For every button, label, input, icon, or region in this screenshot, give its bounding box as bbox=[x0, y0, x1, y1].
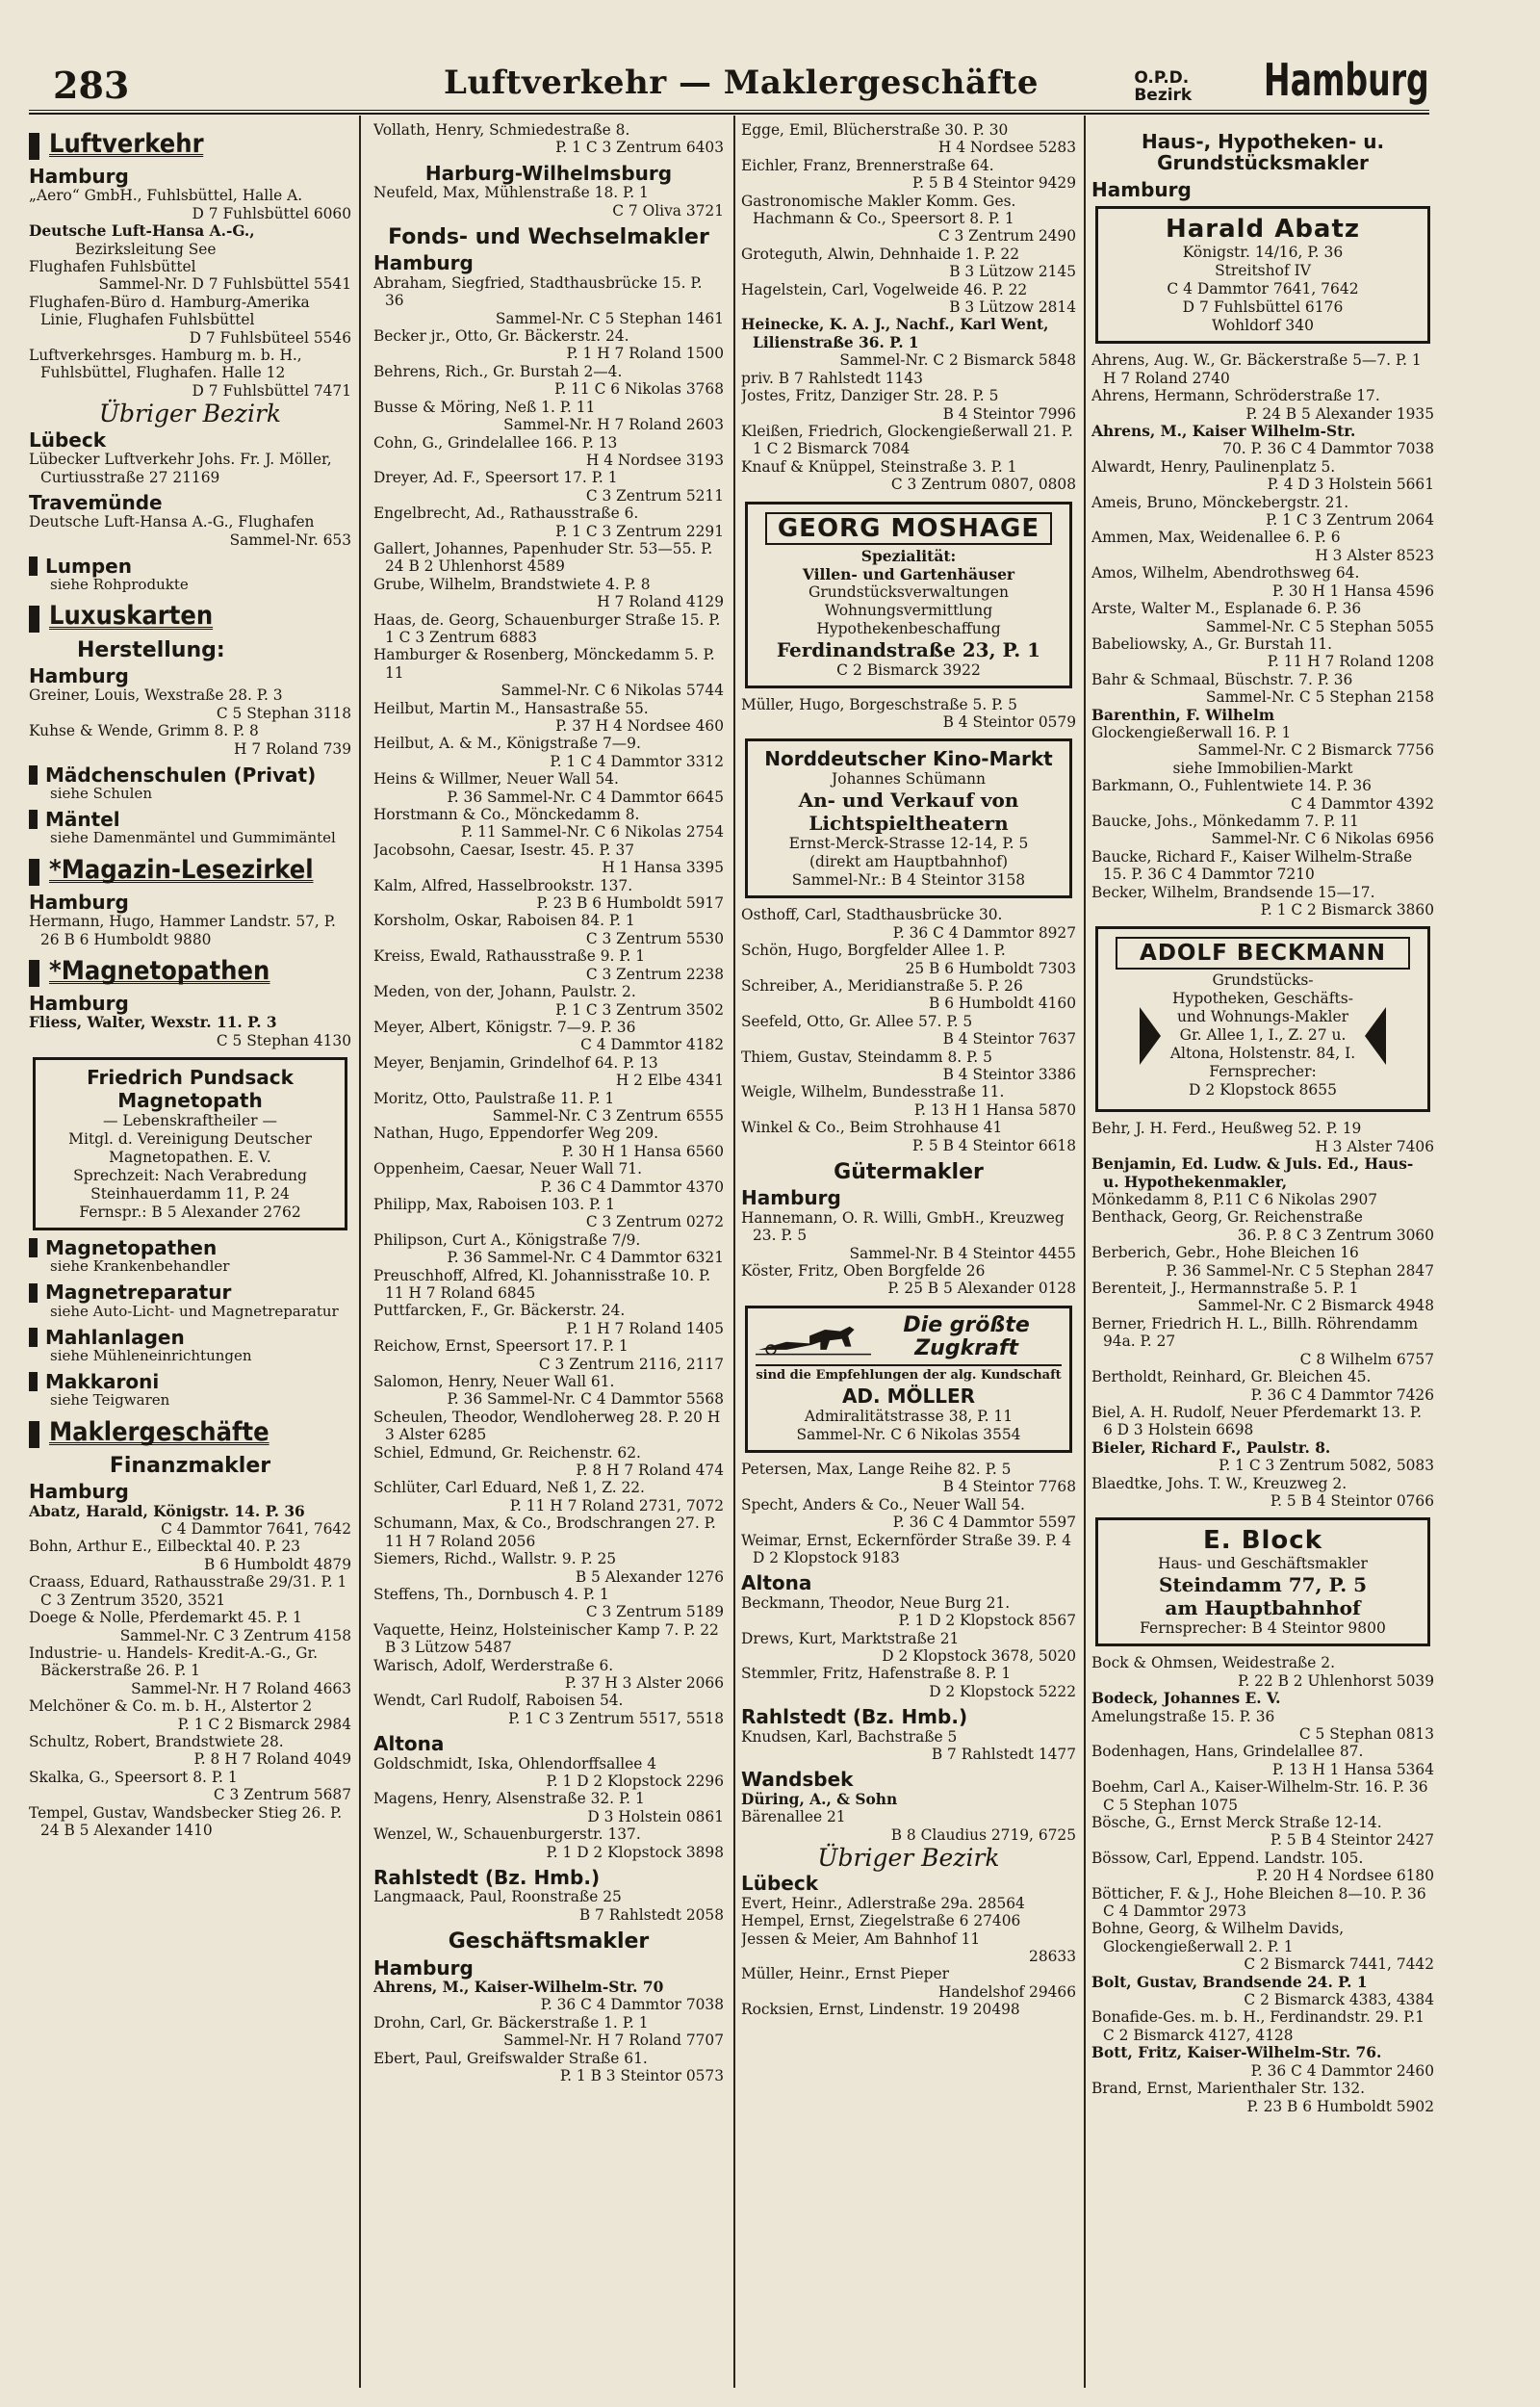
list-item: Köster, Fritz, Oben Borgfelde 26 bbox=[741, 1262, 986, 1281]
list-item: Baucke, Johs., Mönkedamm 7. P. 11 bbox=[1091, 812, 1359, 830]
city-heading: Wandsbek bbox=[741, 1768, 854, 1792]
list-item: Ahrens, M., Kaiser-Wilhelm-Str. 70 bbox=[373, 1979, 664, 1997]
section-heading: Makkaroni bbox=[29, 1372, 351, 1391]
list-item: Düring, A., & Sohn bbox=[741, 1790, 898, 1808]
list-item: Meyer, Albert, Königstr. 7—9. P. 36 bbox=[373, 1018, 636, 1036]
section-heading: Magnetreparatur bbox=[29, 1283, 351, 1303]
list-item: Skalka, G., Speersort 8. P. 1 bbox=[29, 1768, 238, 1786]
list-item: Barkmann, O., Fuhlentwiete 14. P. 36 bbox=[1091, 777, 1372, 795]
list-item: Hempel, Ernst, Ziegelstraße 6 27406 bbox=[741, 1912, 1021, 1930]
list-item: Jacobsohn, Caesar, Isestr. 45. P. 37 bbox=[373, 841, 635, 859]
list-item: Ahrens, Hermann, Schröderstraße 17. bbox=[1091, 387, 1380, 405]
subsection-heading: Gütermakler bbox=[834, 1160, 984, 1185]
list-item: Meden, von der, Johann, Paulstr. 2. bbox=[373, 983, 636, 1001]
list-item: Bock & Ohmsen, Weidestraße 2. bbox=[1091, 1654, 1335, 1672]
list-item: Magens, Henry, Alsenstraße 32. P. 1 bbox=[373, 1790, 645, 1808]
list-item: Scheulen, Theodor, Wendloherweg 28. P. 20 H 3 Alster 6285 bbox=[373, 1408, 721, 1444]
list-item: Osthoff, Carl, Stadthausbrücke 30. bbox=[741, 906, 1003, 924]
subsection-heading: Finanzmakler bbox=[109, 1453, 271, 1478]
list-item: Drews, Kurt, Marktstraße 21 bbox=[741, 1629, 960, 1647]
list-item: Abraham, Siegfried, Stadthausbrücke 15. P. 36 bbox=[373, 273, 703, 310]
subsection-heading: Herstellung: bbox=[77, 637, 225, 662]
list-item: Berner, Friedrich H. L., Billh. Röhrendamm 94a. P. 27 bbox=[1091, 1314, 1419, 1351]
cross-reference: siehe Krankenbehandler bbox=[50, 1257, 230, 1276]
list-item: Eichler, Franz, Brennerstraße 64. bbox=[741, 156, 994, 174]
list-item: Baucke, Richard F., Kaiser Wilhelm-Straße 15. P. 36 C 4 Dammtor 7210 bbox=[1091, 847, 1413, 884]
list-item: Bolt, Gustav, Brandsende 24. P. 1 bbox=[1091, 1973, 1368, 1991]
list-item: Deutsche Luft-Hansa A.-G., bbox=[29, 222, 255, 241]
city-heading: Lübeck bbox=[741, 1872, 819, 1896]
list-item: Preuschhoff, Alfred, Kl. Johannisstraße 10. P. 11 H 7 Roland 6845 bbox=[373, 1266, 711, 1302]
cross-reference: siehe Teigwaren bbox=[50, 1391, 170, 1410]
region-heading: Übriger Bezirk bbox=[817, 1844, 1000, 1872]
cross-reference: siehe Schulen bbox=[50, 784, 153, 802]
list-item: Steffens, Th., Dornbusch 4. P. 1 bbox=[373, 1585, 609, 1603]
city-heading: Hamburg bbox=[29, 663, 129, 687]
list-item: Gastronomische Makler Komm. Ges. Hachmann & Co., Speersort 8. P. 1 bbox=[741, 192, 1016, 228]
list-item: Hermann, Hugo, Hammer Landstr. 57, P. 26 B 6 Humboldt 9880 bbox=[29, 913, 336, 948]
list-item: Benthack, Georg, Gr. Reichenstraße bbox=[1091, 1208, 1363, 1227]
list-item: Barenthin, F. Wilhelm bbox=[1091, 706, 1275, 724]
list-item: Knudsen, Karl, Bachstraße 5 bbox=[741, 1727, 958, 1746]
column-divider bbox=[359, 116, 361, 2388]
list-item: Vollath, Henry, Schmiedestraße 8. bbox=[373, 121, 630, 139]
section-heading: Mahlanlagen bbox=[29, 1328, 351, 1347]
list-item: Flughafen-Büro d. Hamburg-Amerika Linie, Flughafen Fuhlsbüttel bbox=[29, 293, 310, 329]
column-2: Vollath, Henry, Schmiedestraße 8. P. 1 C 3 Zentrum 6403 Harburg-Wilhelmsburg Neufeld, Max, Mühlenstraße 18. P. 1 C 7 Oliva 3721 Fonds- und Wechselmakler Hamburg Abraham, Siegfried, Stadthausbrücke 15. P. 36 Sammel-Nr. C 5 Stephan 1461 Becker jr., Otto, Gr. Bäckerstr. 24. P. 1 H 7 Roland 1500 Behrens, Rich., Gr. Burstah 2—4. P. 11 C 6 Nikolas 3768 Busse & Möring, Neß 1. P. 11 Sammel-Nr. H 7 Roland 2603 Cohn, G., Grindelallee 166. P. 13 H 4 Nordsee 3193 Dreyer, Ad. F., Speersort 17. P. 1 C 3 Zentrum 5211 Engelbrecht, Ad., Rathausstraße 6. P. 1 C 3 Zentrum 2291 Gallert, Johannes, Papenhuder Str. 53—55. P. 24 B 2 Uhlenhorst 4589 Grube, Wilhelm, Brandstwiete 4. P. 8 H 7 Roland 4129 Haas, de. Georg, Schauenburger Straße 15. P. 1 C 3 Zentrum 6883 Hamburger & Rosenberg, Mönckedamm 5. P. 11 Sammel-Nr. C 6 Nikolas 5744 Heilbut, Martin M., Hansastraße 55. P. 37 H 4 Nordsee 460 Heilbut, A. & M., Königstraße 7—9. P. 1 C 4 Dammtor 3312 Heins & Willmer, Neuer Wall 54. P. 36 Sammel-Nr. C 4 Dammtor 6645 Horstmann & Co., Mönckedamm 8. P. 11 Sammel-Nr. C 6 Nikolas 2754 Jacobsohn, Caesar, Isestr. 45. P. 37 H 1 Hansa 3395 Kalm, Alfred, Hasselbrookstr. 137. P. 23 B 6 Humboldt 5917 Korsholm, Oskar, Raboisen 84. P. 1 C 3 Zentrum 5530 Kreiss, Ewald, Rathausstraße 9. P. 1 C 3 Zentrum 2238 Meden, von der, Johann, Paulstr. 2. P. 1 C 3 Zentrum 3502 Meyer, Albert, Königstr. 7—9. P. 36 C 4 Dammtor 4182 Meyer, Benjamin, Grindelhof 64. P. 13 H 2 Elbe 4341 Moritz, Otto, Paulstraße 11. P. 1 Sammel-Nr. C 3 Zentrum 6555 Nathan, Hugo, Eppendorfer Weg 209. P. 30 H 1 Hansa 6560 Oppenheim, Caesar, Neuer Wall 71. P. 36 C 4 Dammtor 4370 Philipp, Max, Raboisen 103. P. 1 C 3 Zentrum 0272 Philipson, Curt A., Königstraße 7/9. P. 36 Sammel-Nr. C 4 Dammtor 6321 Preuschhoff, Alfred, Kl. Johannisstraße 10. P. 11 H 7 Roland 6845 Puttfarcken, F., Gr. Bäckerstr. 24. P. 1 H 7 Roland 1405 Reichow, Ernst, Speersort 17. P. 1 C 3 Zentrum 2116, 2117 Salomon, Henry, Neuer Wall 61. P. 36 Sammel-Nr. C 4 Dammtor 5568 Scheulen, Theodor, Wendloherweg 28. P. 20 H 3 Alster 6285 Schiel, Edmund, Gr. Reichenstr. 62. P. 8 H 7 Roland 474 Schlüter, Carl Eduard, Neß 1, Z. 22. P. 11 H 7 Roland 2731, 7072 Schumann, Max, & Co., Brodschrangen 27. P. 11 H 7 Roland 2056 Siemers, Richd., Wallstr. 9. P. 25 B 5 Alexander 1276 Steffens, Th., Dornbusch 4. P. 1 C 3 Zentrum 5189 Vaquette, Heinz, Holsteinischer Kamp 7. P. 22 B 3 Lützow 5487 Warisch, Adolf, Werderstraße 6. P. 37 H 3 Alster 2066 Wendt, Carl Rudolf, Raboisen 54. P. 1 C 3 Zentrum 5517, 5518 Altona Goldschmidt, Iska, Ohlendorffsallee 4 P. 1 D 2 Klopstock 2296 Magens, Henry, Alsenstraße 32. P. 1 D 3 Holstein 0861 Wenzel, W., Schauenburgerstr. 137. P. 1 D 2 Klopstock 3898 Rahlstedt (Bz. Hmb.) Langmaack, Paul, Roonstraße 25 B 7 Rahlstedt 2058 Geschäftsmakler Hamburg Ahrens, M., Kaiser-Wilhelm-Str. 70 P. 36 C 4 Dammtor 7038 Drohn, Carl, Gr. Bäckerstraße 1. P. 1 Sammel-Nr. H 7 Roland 7707 Ebert, Paul, Greifswalder Straße 61. P. 1 B 3 Steintor 0573 bbox=[373, 121, 724, 2085]
list-item: Wenzel, W., Schauenburgerstr. 137. bbox=[373, 1825, 641, 1844]
list-item: Stemmler, Fritz, Hafenstraße 8. P. 1 bbox=[741, 1665, 1012, 1683]
list-item: Behr, J. H. Ferd., Heußweg 52. P. 19 bbox=[1091, 1120, 1362, 1138]
advertisement-kino-markt: Norddeutscher Kino-Markt Johannes Schümann An- und Verkauf von Lichtspieltheatern Ernst-Merck-Strasse 12-14, P. 5 (direkt am Hauptbahnhof) Sammel-Nr.: B 4 Steintor 3158 bbox=[745, 738, 1072, 898]
list-item: Deutsche Luft-Hansa A.-G., Flughafen bbox=[29, 513, 315, 531]
section-heading: Luxuskarten bbox=[29, 606, 351, 633]
list-item: Hamburger & Rosenberg, Mönckedamm 5. P. 11 bbox=[373, 646, 715, 682]
list-item: Bieler, Richard F., Paulstr. 8. bbox=[1091, 1438, 1331, 1457]
list-item: Ahrens, M., Kaiser Wilhelm-Str. bbox=[1091, 423, 1356, 441]
list-item: Industrie- u. Handels- Kredit-A.-G., Gr. Bäckerstraße 26. P. 1 bbox=[29, 1643, 319, 1680]
list-item: Jostes, Fritz, Danziger Str. 28. P. 5 bbox=[741, 387, 999, 405]
list-item: Meyer, Benjamin, Grindelhof 64. P. 13 bbox=[373, 1053, 658, 1072]
column-divider bbox=[1084, 116, 1086, 2388]
list-item: Kleißen, Friedrich, Glockengießerwall 21. P. 1 C 2 Bismarck 7084 bbox=[741, 422, 1073, 458]
section-heading: Mäntel bbox=[29, 810, 351, 829]
city-heading: Altona bbox=[741, 1571, 812, 1595]
list-item: Philipp, Max, Raboisen 103. P. 1 bbox=[373, 1195, 615, 1213]
list-item: Bössow, Carl, Eppend. Landstr. 105. bbox=[1091, 1849, 1364, 1867]
list-item: Horstmann & Co., Mönckedamm 8. bbox=[373, 806, 640, 824]
list-item: Bohn, Arthur E., Eilbecktal 40. P. 23 bbox=[29, 1538, 300, 1556]
list-item: Beckmann, Theodor, Neue Burg 21. bbox=[741, 1593, 1011, 1612]
list-item: Behrens, Rich., Gr. Burstah 2—4. bbox=[373, 362, 623, 380]
list-item: Ahrens, Aug. W., Gr. Bäckerstraße 5—7. P. 1 H 7 Roland 2740 bbox=[1091, 351, 1422, 387]
list-item: Egge, Emil, Blücherstraße 30. P. 30 bbox=[741, 121, 1009, 139]
district-city: Hamburg bbox=[1264, 54, 1429, 106]
list-item: Hannemann, O. R. Willi, GmbH., Kreuzweg 23. P. 5 bbox=[741, 1208, 1065, 1245]
list-item: Busse & Möring, Neß 1. P. 11 bbox=[373, 398, 596, 416]
list-item: Philipson, Curt A., Königstraße 7/9. bbox=[373, 1230, 641, 1249]
list-item: Bott, Fritz, Kaiser-Wilhelm-Str. 76. bbox=[1091, 2044, 1382, 2062]
section-heading: Mädchenschulen (Privat) bbox=[29, 765, 351, 785]
city-heading: Hamburg bbox=[741, 1186, 841, 1210]
city-heading: Altona bbox=[373, 1732, 445, 1756]
list-item: Benjamin, Ed. Ludw. & Juls. Ed., Haus- u. Hypothekenmakler, bbox=[1091, 1155, 1414, 1191]
city-heading: Hamburg bbox=[373, 251, 474, 275]
list-item: Fliess, Walter, Wexstr. 11. P. 3 bbox=[29, 1014, 277, 1032]
list-item: Ebert, Paul, Greifswalder Straße 61. bbox=[373, 2049, 648, 2067]
advertisement-block: E. Block Haus- und Geschäftsmakler Steindamm 77, P. 5 am Hauptbahnhof Fernsprecher: B 4 Steintor 9800 bbox=[1095, 1517, 1430, 1646]
list-item: Grube, Wilhelm, Brandstwiete 4. P. 8 bbox=[373, 575, 651, 593]
list-item: Bösche, G., Ernst Merck Straße 12-14. bbox=[1091, 1814, 1382, 1831]
list-item: Melchöner & Co. m. b. H., Alstertor 2 bbox=[29, 1697, 313, 1716]
advertisement-moeller: Die größte Zugkraft sind die Empfehlungen der alg. Kundschaft AD. MÖLLER Admiralitätstrasse 38, P. 11 Sammel-Nr. C 6 Nikolas 3554 bbox=[745, 1306, 1072, 1453]
region-heading: Übriger Bezirk bbox=[98, 400, 282, 428]
list-item: Goldschmidt, Iska, Ohlendorffsallee 4 bbox=[373, 1754, 657, 1773]
list-item: Schön, Hugo, Borgfelder Allee 1. P. bbox=[741, 942, 1006, 960]
advertisement-pundsack: Friedrich Pundsack Magnetopath — Lebenskraftheiler — Mitgl. d. Vereinigung Deutscher Magnetopathen. E. V. Sprechzeit: Nach Verabredung Steinhauerdamm 11, P. 24 Fernspr.: B 5 Alexander 2762 bbox=[33, 1057, 347, 1230]
list-item: Heilbut, Martin M., Hansastraße 55. bbox=[373, 699, 649, 717]
list-item: Kreiss, Ewald, Rathausstraße 9. P. 1 bbox=[373, 947, 646, 966]
list-item: Gallert, Johannes, Papenhuder Str. 53—55. P. 24 B 2 Uhlenhorst 4589 bbox=[373, 539, 713, 576]
list-item: Doege & Nolle, Pferdemarkt 45. P. 1 bbox=[29, 1609, 302, 1627]
cross-reference: siehe Rohprodukte bbox=[50, 576, 189, 594]
list-item: Heinecke, K. A. J., Nachf., Karl Went, Lilienstraße 36. P. 1 bbox=[741, 316, 1049, 351]
list-item: Wendt, Carl Rudolf, Raboisen 54. bbox=[373, 1692, 624, 1710]
list-item: Brand, Ernst, Marienthaler Str. 132. bbox=[1091, 2080, 1365, 2098]
city-heading: Rahlstedt (Bz. Hmb.) bbox=[741, 1705, 968, 1729]
page-number: 283 bbox=[53, 64, 130, 107]
section-heading: Lumpen bbox=[29, 556, 351, 576]
list-item: Engelbrecht, Ad., Rathausstraße 6. bbox=[373, 505, 639, 523]
list-item: Oppenheim, Caesar, Neuer Wall 71. bbox=[373, 1160, 642, 1178]
list-item: Becker, Wilhelm, Brandsende 15—17. bbox=[1091, 883, 1375, 901]
list-item: Specht, Anders & Co., Neuer Wall 54. bbox=[741, 1495, 1025, 1514]
city-heading: Rahlstedt (Bz. Hmb.) bbox=[373, 1866, 601, 1889]
list-item: Berenteit, J., Hermannstraße 5. P. 1 bbox=[1091, 1280, 1359, 1298]
advertisement-abatz: Harald Abatz Königstr. 14/16, P. 36 Streitshof IV C 4 Dammtor 7641, 7642 D 7 Fuhlsbüttel 6176 Wohldorf 340 bbox=[1095, 206, 1430, 344]
list-item: Schumann, Max, & Co., Brodschrangen 27. P. 11 H 7 Roland 2056 bbox=[373, 1514, 716, 1550]
list-item: Drohn, Carl, Gr. Bäckerstraße 1. P. 1 bbox=[373, 2013, 649, 2032]
city-heading: Travemünde bbox=[29, 490, 163, 514]
list-item: Knauf & Knüppel, Steinstraße 3. P. 1 bbox=[741, 457, 1017, 476]
section-heading: *Magazin-Lesezirkel bbox=[29, 859, 351, 886]
city-heading: Hamburg bbox=[29, 992, 129, 1015]
list-item: Amos, Wilhelm, Abendrothsweg 64. bbox=[1091, 564, 1360, 582]
list-item: Seefeld, Otto, Gr. Allee 57. P. 5 bbox=[741, 1012, 973, 1030]
list-item: Bonafide-Ges. m. b. H., Ferdinandstr. 29. P.1 C 2 Bismarck 4127, 4128 bbox=[1091, 2008, 1425, 2044]
list-item: Groteguth, Alwin, Dehnhaide 1. P. 22 bbox=[741, 245, 1020, 263]
list-item: Evert, Heinr., Adlerstraße 29a. 28564 bbox=[741, 1894, 1025, 1912]
list-item: Heilbut, A. & M., Königstraße 7—9. bbox=[373, 735, 641, 753]
list-item: Abatz, Harald, Königstr. 14. P. 36 bbox=[29, 1502, 305, 1520]
cross-reference: siehe Auto-Licht- und Magnetreparatur bbox=[50, 1302, 339, 1320]
city-heading: Hamburg bbox=[373, 1955, 474, 1980]
list-item: Dreyer, Ad. F., Speersort 17. P. 1 bbox=[373, 469, 618, 487]
list-item: Greiner, Louis, Wexstraße 28. P. 3 bbox=[29, 686, 283, 705]
city-heading: Hamburg bbox=[29, 1480, 129, 1504]
list-item: Ammen, Max, Weidenallee 6. P. 6 bbox=[1091, 529, 1341, 547]
list-item: Petersen, Max, Lange Reihe 82. P. 5 bbox=[741, 1460, 1012, 1478]
list-item: Kuhse & Wende, Grimm 8. P. 8 bbox=[29, 722, 259, 740]
list-item: Schreiber, A., Meridianstraße 5. P. 26 bbox=[741, 976, 1023, 995]
list-item: Thiem, Gustav, Steindamm 8. P. 5 bbox=[741, 1048, 992, 1066]
column-3: Egge, Emil, Blücherstraße 30. P. 30 H 4 Nordsee 5283 Eichler, Franz, Brennerstraße 64. P. 5 B 4 Steintor 9429 Gastronomische Makler Komm. Ges. Hachmann & Co., Speersort 8. P. 1 C 3 Zentrum 2490 Groteguth, Alwin, Dehnhaide 1. P. 22 B 3 Lützow 2145 Hagelstein, Carl, Vogelweide 46. P. 22 B 3 Lützow 2814 Heinecke, K. A. J., Nachf., Karl Went, Lilienstraße 36. P. 1 Sammel-Nr. C 2 Bismarck 5848 priv. B 7 Rahlstedt 1143 Jostes, Fritz, Danziger Str. 28. P. 5 B 4 Steintor 7996 Kleißen, Friedrich, Glockengießerwall 21. P. 1 C 2 Bismarck 7084 Knauf & Knüppel, Steinstraße 3. P. 1 C 3 Zentrum 0807, 0808 GEORG MOSHAGE Spezialität: Villen- und Gartenhäuser Grundstücksverwaltungen Wohnungsvermittlung Hypothekenbeschaffung Ferdinandstraße 23, P. 1 C 2 Bismarck 3922 Müller, Hugo, Borgeschstraße 5. P. 5 B 4 Steintor 0579 Norddeutscher Kino-Markt Johannes Schümann An- und Verkauf von Lichtspieltheatern Ernst-Merck-Strasse 12-14, P. 5 (direkt am Hauptbahnhof) Sammel-Nr.: B 4 Steintor 3158 Osthoff, Carl, Stadthausbrücke 30. P. 36 C 4 Dammtor 8927 Schön, Hugo, Borgfelder Allee 1. P. 25 B 6 Humboldt 7303 Schreiber, A., Meridianstraße 5. P. 26 B 6 Humboldt 4160 Seefeld, Otto, Gr. Allee 57. P. 5 B 4 Steintor 7637 Thiem, Gustav, Steindamm 8. P. 5 B 4 Steintor 3386 Weigle, Wilhelm, Bundesstraße 11. P. 13 H 1 Hansa 5870 Winkel & Co., Beim Strohhause 41 P. 5 B 4 Steintor 6618 Gütermakler Hamburg Hannemann, O. R. Willi, GmbH., Kreuzweg 23. P. 5 Sammel-Nr. B 4 Steintor 4455 Köster, Fritz, Oben Borgfelde 26 P. 25 B 5 Alexander 0128 Die größte Zugkraft sind die Empfehlungen der alg. Kundschaft AD. MÖLLER Admiralitätstrasse 38, P. 11 Sammel-Nr. C 6 Nikolas 3554 Petersen, Max, Lange Reihe 82. P. 5 B 4 Steintor 7768 Specht, Anders & Co., Neuer Wall 54. P. 36 C 4 Dammtor 5597 Weimar, Ernst, Eckernförder Straße 39. P. 4 D 2 Klopstock 9183 Altona Beckmann, Theodor, Neue Burg 21. P. 1 D 2 Klopstock 8567 Drews, Kurt, Marktstraße 21 D 2 Klopstock 3678, 5020 Stemmler, Fritz, Hafenstraße 8. P. 1 D 2 Klopstock 5222 Rahlstedt (Bz. Hmb.) Knudsen, Karl, Bachstraße 5 B 7 Rahlstedt 1477 Wandsbek Düring, A., & Sohn Bärenallee 21 B 8 Claudius 2719, 6725 Übriger Bezirk Lübeck Evert, Heinr., Adlerstraße 29a. 28564 Hempel, Ernst, Ziegelstraße 6 27406 Jessen & Meier, Am Bahnhof 11 28633 Müller, Heinr., Ernst Pieper Handelshof 29466 Rocksien, Ernst, Lindenstr. 19 20498 bbox=[741, 121, 1076, 2019]
list-item: Bohne, Georg, & Wilhelm Davids, Glockengießerwall 2. P. 1 bbox=[1091, 1920, 1345, 1955]
list-item: Langmaack, Paul, Roonstraße 25 bbox=[373, 1888, 622, 1906]
triangle-ornament-icon bbox=[1140, 1007, 1161, 1065]
column-1: Luftverkehr Hamburg „Aero“ GmbH., Fuhlsbüttel, Halle A. D 7 Fuhlsbüttel 6060 Deutsche Luft-Hansa A.-G., Bezirksleitung See Flughafen Fuhlsbüttel Sammel-Nr. D 7 Fuhlsbüttel 5541 Flughafen-Büro d. Hamburg-Amerika Linie, Flughafen Fuhlsbüttel D 7 Fuhlsbüteel 5546 Luftverkehrsges. Hamburg m. b. H., Fuhlsbüttel, Flughafen. Halle 12 D 7 Fuhlsbüttel 7471 Übriger Bezirk Lübeck Lübecker Luftverkehr Johs. Fr. J. Möller, Curtiusstraße 27 21169 Travemünde Deutsche Luft-Hansa A.-G., Flughafen Sammel-Nr. 653 Lumpen siehe Rohprodukte Luxuskarten Herstellung: Hamburg Greiner, Louis, Wexstraße 28. P. 3 C 5 Stephan 3118 Kuhse & Wende, Grimm 8. P. 8 H 7 Roland 739 Mädchenschulen (Privat) siehe Schulen Mäntel siehe Damenmäntel und Gummimäntel *Magazin-Lesezirkel Hamburg Hermann, Hugo, Hammer Landstr. 57, P. 26 B 6 Humboldt 9880 *Magnetopathen Hamburg Fliess, Walter, Wexstr. 11. P. 3 C 5 Stephan 4130 Friedrich Pundsack Magnetopath — Lebenskraftheiler — Mitgl. d. Vereinigung Deutscher Magnetopathen. E. V. Sprechzeit: Nach Verabredung Steinhauerdamm 11, P. 24 Fernspr.: B 5 Alexander 2762 Magnetopathen siehe Krankenbehandler Magnetreparatur siehe Auto-Licht- und Magnetreparatur Mahlanlagen siehe Mühleneinrichtungen Makkaroni siehe Teigwaren Maklergeschäfte Finanzmakler Hamburg Abatz, Harald, Königstr. 14. P. 36 C 4 Dammtor 7641, 7642 Bohn, Arthur E., Eilbecktal 40. P. 23 B 6 Humboldt 4879 Craass, Eduard, Rathausstraße 29/31. P. 1 C 3 Zentrum 3520, 3521 Doege & Nolle, Pferdemarkt 45. P. 1 Sammel-Nr. C 3 Zentrum 4158 Industrie- u. Handels- Kredit-A.-G., Gr. Bäckerstraße 26. P. 1 Sammel-Nr. H 7 Roland 4663 Melchöner & Co. m. b. H., Alstertor 2 P. 1 C 2 Bismarck 2984 Schultz, Robert, Brandstwiete 28. P. 8 H 7 Roland 4049 Skalka, G., Speersort 8. P. 1 C 3 Zentrum 5687 Tempel, Gustav, Wandsbecker Stieg 26. P. 24 B 5 Alexander 1410 bbox=[29, 128, 351, 1839]
list-item: Haas, de. Georg, Schauenburger Straße 15. P. 1 C 3 Zentrum 6883 bbox=[373, 610, 721, 646]
list-item: Moritz, Otto, Paulstraße 11. P. 1 bbox=[373, 1089, 615, 1107]
subsection-heading: Geschäftsmakler bbox=[448, 1929, 650, 1954]
section-heading: *Magnetopathen bbox=[29, 960, 351, 987]
list-item: Tempel, Gustav, Wandsbecker Stieg 26. P. 24 B 5 Alexander 1410 bbox=[29, 1803, 343, 1839]
list-item: Arste, Walter M., Esplanade 6. P. 36 bbox=[1091, 600, 1362, 618]
page-header bbox=[53, 56, 1429, 110]
list-item: Siemers, Richd., Wallstr. 9. P. 25 bbox=[373, 1550, 617, 1568]
list-item: Bodenhagen, Hans, Grindelallee 87. bbox=[1091, 1743, 1364, 1761]
city-heading: Hamburg bbox=[29, 890, 129, 914]
list-item: Luftverkehrsges. Hamburg m. b. H., Fuhlsbüttel, Flughafen. Halle 12 bbox=[29, 347, 302, 382]
list-item: Müller, Hugo, Borgeschstraße 5. P. 5 bbox=[741, 695, 1017, 713]
list-item: Becker jr., Otto, Gr. Bäckerstr. 24. bbox=[373, 327, 629, 346]
section-heading: Maklergeschäfte bbox=[29, 1421, 351, 1448]
list-item: Bodeck, Johannes E. V. bbox=[1091, 1690, 1281, 1708]
list-item: Babeliowsky, A., Gr. Burstah 11. bbox=[1091, 634, 1333, 653]
list-item: Lübecker Luftverkehr Johs. Fr. J. Möller, Curtiusstraße 27 21169 bbox=[29, 451, 332, 486]
advertisement-beckmann: ADOLF BECKMANN Grundstücks- Hypotheken, Geschäfts- und Wohnungs-Makler Gr. Allee 1, I., Z. 27 u. Altona, Holstenstr. 84, I. Fernsprecher: D 2 Klopstock 8655 bbox=[1095, 926, 1430, 1112]
cross-reference: siehe Damenmäntel und Gummimäntel bbox=[50, 829, 336, 847]
page-title: Luftverkehr — Maklergeschäfte bbox=[444, 64, 1039, 102]
list-item: Vaquette, Heinz, Holsteinischer Kamp 7. P. 22 B 3 Lützow 5487 bbox=[373, 1620, 719, 1657]
list-item: Müller, Heinr., Ernst Pieper bbox=[741, 1965, 949, 1983]
subsection-heading: Haus-, Hypotheken- u. Grundstücksmakler bbox=[1141, 130, 1385, 174]
list-item: Jessen & Meier, Am Bahnhof 11 bbox=[741, 1929, 981, 1948]
section-heading: Luftverkehr bbox=[29, 133, 351, 160]
list-item: Schiel, Edmund, Gr. Reichenstr. 62. bbox=[373, 1443, 641, 1462]
list-item: „Aero“ GmbH., Fuhlsbüttel, Halle A. bbox=[29, 187, 303, 205]
advertisement-moshage: GEORG MOSHAGE Spezialität: Villen- und Gartenhäuser Grundstücksverwaltungen Wohnungsvermittlung Hypothekenbeschaffung Ferdinandstraße 23, P. 1 C 2 Bismarck 3922 bbox=[745, 502, 1072, 688]
district-label: O.P.D. Bezirk Hamburg bbox=[1134, 54, 1429, 106]
list-item: Biel, A. H. Rudolf, Neuer Pferdemarkt 13. P. 6 D 3 Holstein 6698 bbox=[1091, 1403, 1422, 1439]
column-divider bbox=[733, 116, 735, 2388]
list-item: Hagelstein, Carl, Vogelweide 46. P. 22 bbox=[741, 280, 1028, 298]
list-item: Puttfarcken, F., Gr. Bäckerstr. 24. bbox=[373, 1302, 626, 1320]
triangle-ornament-icon bbox=[1365, 1007, 1386, 1065]
list-item: Schultz, Robert, Brandstwiete 28. bbox=[29, 1732, 284, 1750]
list-item: Blaedtke, Johs. T. W., Kreuzweg 2. bbox=[1091, 1474, 1348, 1492]
list-item: Bahr & Schmaal, Büschstr. 7. P. 36 bbox=[1091, 670, 1353, 688]
list-item: Salomon, Henry, Neuer Wall 61. bbox=[373, 1373, 615, 1391]
list-item: Craass, Eduard, Rathausstraße 29/31. P. 1 C 3 Zentrum 3520, 3521 bbox=[29, 1573, 347, 1609]
list-item: Weimar, Ernst, Eckernförder Straße 39. P. 4 D 2 Klopstock 9183 bbox=[741, 1531, 1071, 1566]
list-item: Heins & Willmer, Neuer Wall 54. bbox=[373, 770, 619, 789]
list-item: Bötticher, F. & J., Hohe Bleichen 8—10. P. 36 C 4 Dammtor 2973 bbox=[1091, 1884, 1426, 1921]
column-4: Haus-, Hypotheken- u. Grundstücksmakler Hamburg Harald Abatz Königstr. 14/16, P. 36 Streitshof IV C 4 Dammtor 7641, 7642 D 7 Fuhlsbüttel 6176 Wohldorf 340 Ahrens, Aug. W., Gr. Bäckerstraße 5—7. P. 1 H 7 Roland 2740 Ahrens, Hermann, Schröderstraße 17. P. 24 B 5 Alexander 1935 Ahrens, M., Kaiser Wilhelm-Str. 70. P. 36 C 4 Dammtor 7038 Alwardt, Henry, Paulinenplatz 5. P. 4 D 3 Holstein 5661 Ameis, Bruno, Mönckebergstr. 21. P. 1 C 3 Zentrum 2064 Ammen, Max, Weidenallee 6. P. 6 H 3 Alster 8523 Amos, Wilhelm, Abendrothsweg 64. P. 30 H 1 Hansa 4596 Arste, Walter M., Esplanade 6. P. 36 Sammel-Nr. C 5 Stephan 5055 Babeliowsky, A., Gr. Burstah 11. P. 11 H 7 Roland 1208 Bahr & Schmaal, Büschstr. 7. P. 36 Sammel-Nr. C 5 Stephan 2158 Barenthin, F. Wilhelm Glockengießerwall 16. P. 1 Sammel-Nr. C 2 Bismarck 7756 siehe Immobilien-Markt Barkmann, O., Fuhlentwiete 14. P. 36 C 4 Dammtor 4392 Baucke, Johs., Mönkedamm 7. P. 11 Sammel-Nr. C 6 Nikolas 6956 Baucke, Richard F., Kaiser Wilhelm-Straße 15. P. 36 C 4 Dammtor 7210 Becker, Wilhelm, Brandsende 15—17. P. 1 C 2 Bismarck 3860 ADOLF BECKMANN Grundstücks- Hypotheken, Geschäfts- und Wohnungs-Makler Gr. Allee 1, I., Z. 27 u. Altona, Holstenstr. 84, I. Fernsprecher: D 2 Klopstock 8655 Behr, J. H. Ferd., Heußweg 52. P. 19 H 3 Alster 7406 Benjamin, Ed. Ludw. & Juls. Ed., Haus- u. Hypothekenmakler, Mönkedamm 8, P.11 C 6 Nikolas 2907 Benthack, Georg, Gr. Reichenstraße 36. P. 8 C 3 Zentrum 3060 Berberich, Gebr., Hohe Bleichen 16 P. 36 Sammel-Nr. C 5 Stephan 2847 Berenteit, J., Hermannstraße 5. P. 1 Sammel-Nr. C 2 Bismarck 4948 Berner, Friedrich H. L., Billh. Röhrendamm 94a. P. 27 C 8 Wilhelm 6757 Bertholdt, Reinhard, Gr. Bleichen 45. P. 36 C 4 Dammtor 7426 Biel, A. H. Rudolf, Neuer Pferdemarkt 13. P. 6 D 3 Holstein 6698 Bieler, Richard F., Paulstr. 8. P. 1 C 3 Zentrum 5082, 5083 Blaedtke, Johs. T. W., Kreuzweg 2. P. 5 B 4 Steintor 0766 E. Block Haus- und Geschäftsmakler Steindamm 77, P. 5 am Hauptbahnhof Fernsprecher: B 4 Steintor 9800 Bock & Ohmsen, Weidestraße 2. P. 22 B 2 Uhlenhorst 5039 Bodeck, Johannes E. V. Amelungstraße 15. P. 36 C 5 Stephan 0813 Bodenhagen, Hans, Grindelallee 87. P. 13 H 1 Hansa 5364 Boehm, Carl A., Kaiser-Wilhelm-Str. 16. P. 36 C 5 Stephan 1075 Bösche, G., Ernst Merck Straße 12-14. P. 5 B 4 Steintor 2427 Bössow, Carl, Eppend. Landstr. 105. P. 20 H 4 Nordsee 6180 Bötticher, F. & J., Hohe Bleichen 8—10. P. 36 C 4 Dammtor 2973 Bohne, Georg, & Wilhelm Davids, Glockengießerwall 2. P. 1 C 2 Bismarck 7441, 7442 Bolt, Gustav, Brandsende 24. P. 1 C 2 Bismarck 4383, 4384 Bonafide-Ges. m. b. H., Ferdinandstr. 29. P.1 C 2 Bismarck 4127, 4128 Bott, Fritz, Kaiser-Wilhelm-Str. 76. P. 36 C 4 Dammtor 2460 Brand, Ernst, Marienthaler Str. 132. P. 23 B 6 Humboldt 5902 bbox=[1091, 130, 1434, 2115]
subsection-heading: Fonds- und Wechselmakler bbox=[388, 225, 709, 250]
list-item: Warisch, Adolf, Werderstraße 6. bbox=[373, 1656, 614, 1674]
list-item: Boehm, Carl A., Kaiser-Wilhelm-Str. 16. P. 36 C 5 Stephan 1075 bbox=[1091, 1778, 1428, 1814]
list-item: Bertholdt, Reinhard, Gr. Bleichen 45. bbox=[1091, 1368, 1372, 1386]
list-item: Winkel & Co., Beim Strohhause 41 bbox=[741, 1119, 1003, 1137]
list-item: Korsholm, Oskar, Raboisen 84. P. 1 bbox=[373, 912, 635, 930]
city-heading: Hamburg bbox=[1091, 178, 1192, 201]
cross-reference: siehe Mühleneinrichtungen bbox=[50, 1347, 252, 1365]
list-item: Weigle, Wilhelm, Bundesstraße 11. bbox=[741, 1083, 1005, 1101]
header-rule bbox=[29, 110, 1429, 115]
list-item: Alwardt, Henry, Paulinenplatz 5. bbox=[1091, 457, 1336, 476]
list-item: Kalm, Alfred, Hasselbrookstr. 137. bbox=[373, 876, 633, 894]
city-heading: Lübeck bbox=[29, 427, 107, 452]
list-item: Rocksien, Ernst, Lindenstr. 19 20498 bbox=[741, 2001, 1020, 2019]
list-item: Cohn, G., Grindelallee 166. P. 13 bbox=[373, 433, 618, 452]
city-heading: Hamburg bbox=[29, 165, 129, 188]
city-heading: Harburg-Wilhelmsburg bbox=[424, 161, 673, 185]
list-item: Reichow, Ernst, Speersort 17. P. 1 bbox=[373, 1337, 629, 1356]
list-item: Neufeld, Max, Mühlenstraße 18. P. 1 bbox=[373, 184, 649, 202]
list-item: Berberich, Gebr., Hohe Bleichen 16 bbox=[1091, 1244, 1359, 1262]
plough-horse-illustration bbox=[756, 1314, 871, 1360]
list-item: Nathan, Hugo, Eppendorfer Weg 209. bbox=[373, 1125, 659, 1143]
list-item: Schlüter, Carl Eduard, Neß 1, Z. 22. bbox=[373, 1479, 645, 1497]
section-heading: Magnetopathen bbox=[29, 1238, 351, 1257]
list-item: Ameis, Bruno, Mönckebergstr. 21. bbox=[1091, 493, 1349, 511]
